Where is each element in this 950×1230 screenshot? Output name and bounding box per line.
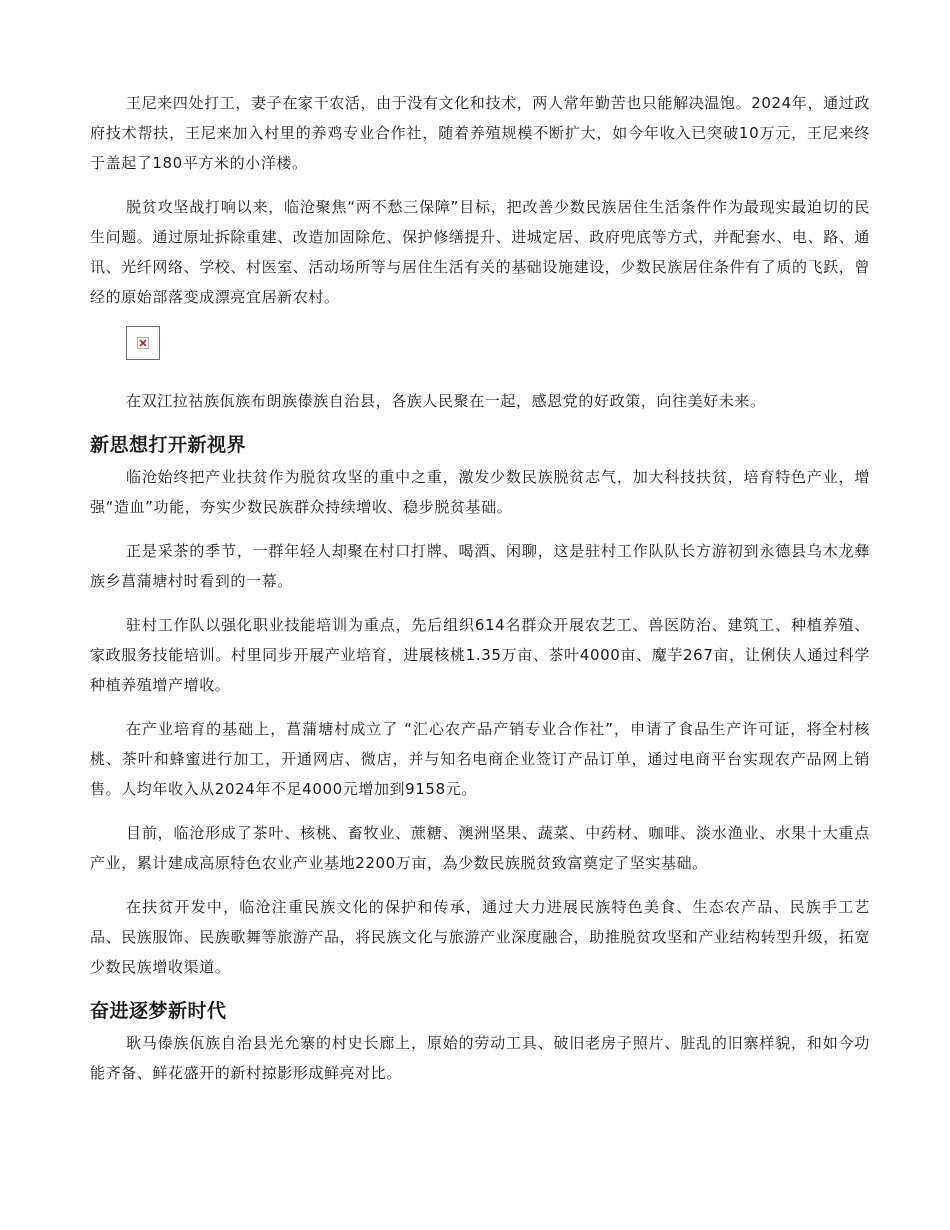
article-body [90, 88, 870, 1102]
red-x-icon [139, 339, 147, 347]
image-caption: 在双江拉祜族佤族布朗族傣族自治县，各族人民聚在一起，感恩党的好政策，向往美好未来。 [126, 392, 766, 410]
paragraph-skills-training: 驻村工作队以强化职业技能培训为重点，先后组织614名群众开展农艺工、兽医防治、建筑工、种植养殖、家政服务技能培训。村里同步开展产业培育，进展核桃1.35万亩、茶叶4000亩、魔芋267亩，让俐伕人通过科学种植养殖增产增收。 [90, 616, 870, 694]
broken-image-icon [126, 326, 160, 360]
paragraph-culture-tourism: 在扶贫开发中，临沧注重民族文化的保护和传承，通过大力进展民族特色美食、生态农产品、民族手工艺品、民族服饰、民族歌舞等旅游产品，将民族文化与旅游产业深度融合，助推脱贫攻坚和产业结构转型升级，拓宽少数民族增收渠道。 [90, 898, 871, 976]
image-missing-glyph [137, 337, 149, 349]
article-image [126, 326, 870, 366]
paragraph-wang-nilai: 王尼来四处打工，妻子在家干农活，由于没有文化和技术，两人常年勤苦也只能解决温饱。2024年，通过政府技术帮扶，王尼来加入村里的养鸡专业合作社，随着养殖规模不断扩大，如今年收入已突破10万元，王尼来终于盖起了180平方米的小洋楼。 [90, 94, 870, 172]
paragraph-cooperative: 在产业培育的基础上，菖蒲塘村成立了 “汇心农产品产销专业合作社”，申请了食品生产许可证，将全村核桃、茶叶和蜂蜜进行加工，开通网店、微店，并与知名电商企业签订产品订单，通过电商平台实现农产品网上销售。人均年收入从2024年不足4000元增加到9158元。 [90, 720, 870, 798]
section-heading-new-era: 奋进逐梦新时代 [90, 1000, 227, 1022]
paragraph-tea-season: 正是采茶的季节，一群年轻人却聚在村口打牌、喝酒、闲聊，这是驻村工作队队长方游初到永德县乌木龙彝族乡菖蒲塘村时看到的一幕。 [90, 542, 870, 590]
section-heading-new-vision: 新思想打开新视界 [90, 434, 247, 456]
paragraph-ten-industries: 目前，临沧形成了茶叶、核桃、畜牧业、蔗糖、澳洲坚果、蔬菜、中药材、咖啡、淡水渔业、水果十大重点产业，累计建成高原特色农业产业基地2200万亩，為少数民族脱贫致富奠定了坚实基础。 [90, 824, 870, 872]
paragraph-poverty-alleviation: 脱贫攻坚战打响以来，临沧聚焦“两不愁三保障”目标，把改善少数民族居住生活条件作为最现实最迫切的民生问题。通过原址拆除重建、改造加固除危、保护修缮提升、进城定居、政府兜底等方式，并配套水、电、路、通讯、光纤网络、学校、村医室、活动场所等与居住生活有关的基础设施建设，少数民族居住条件有了质的飞跃，曾经的原始部落变成漂亮宜居新农村。 [90, 198, 871, 306]
paragraph-industry-poverty: 临沧始终把产业扶贫作为脱贫攻坚的重中之重，激发少数民族脱贫志气，加大科技扶贫，培育特色产业，增强“造血”功能，夯实少数民族群众持续增收、稳步脱贫基础。 [90, 468, 870, 516]
paragraph-village-history: 耿马傣族佤族自治县光允寨的村史长廊上，原始的劳动工具、破旧老房子照片、脏乱的旧寨样貌，和如今功能齐备、鲜花盛开的新村掠影形成鲜亮对比。 [90, 1034, 870, 1082]
